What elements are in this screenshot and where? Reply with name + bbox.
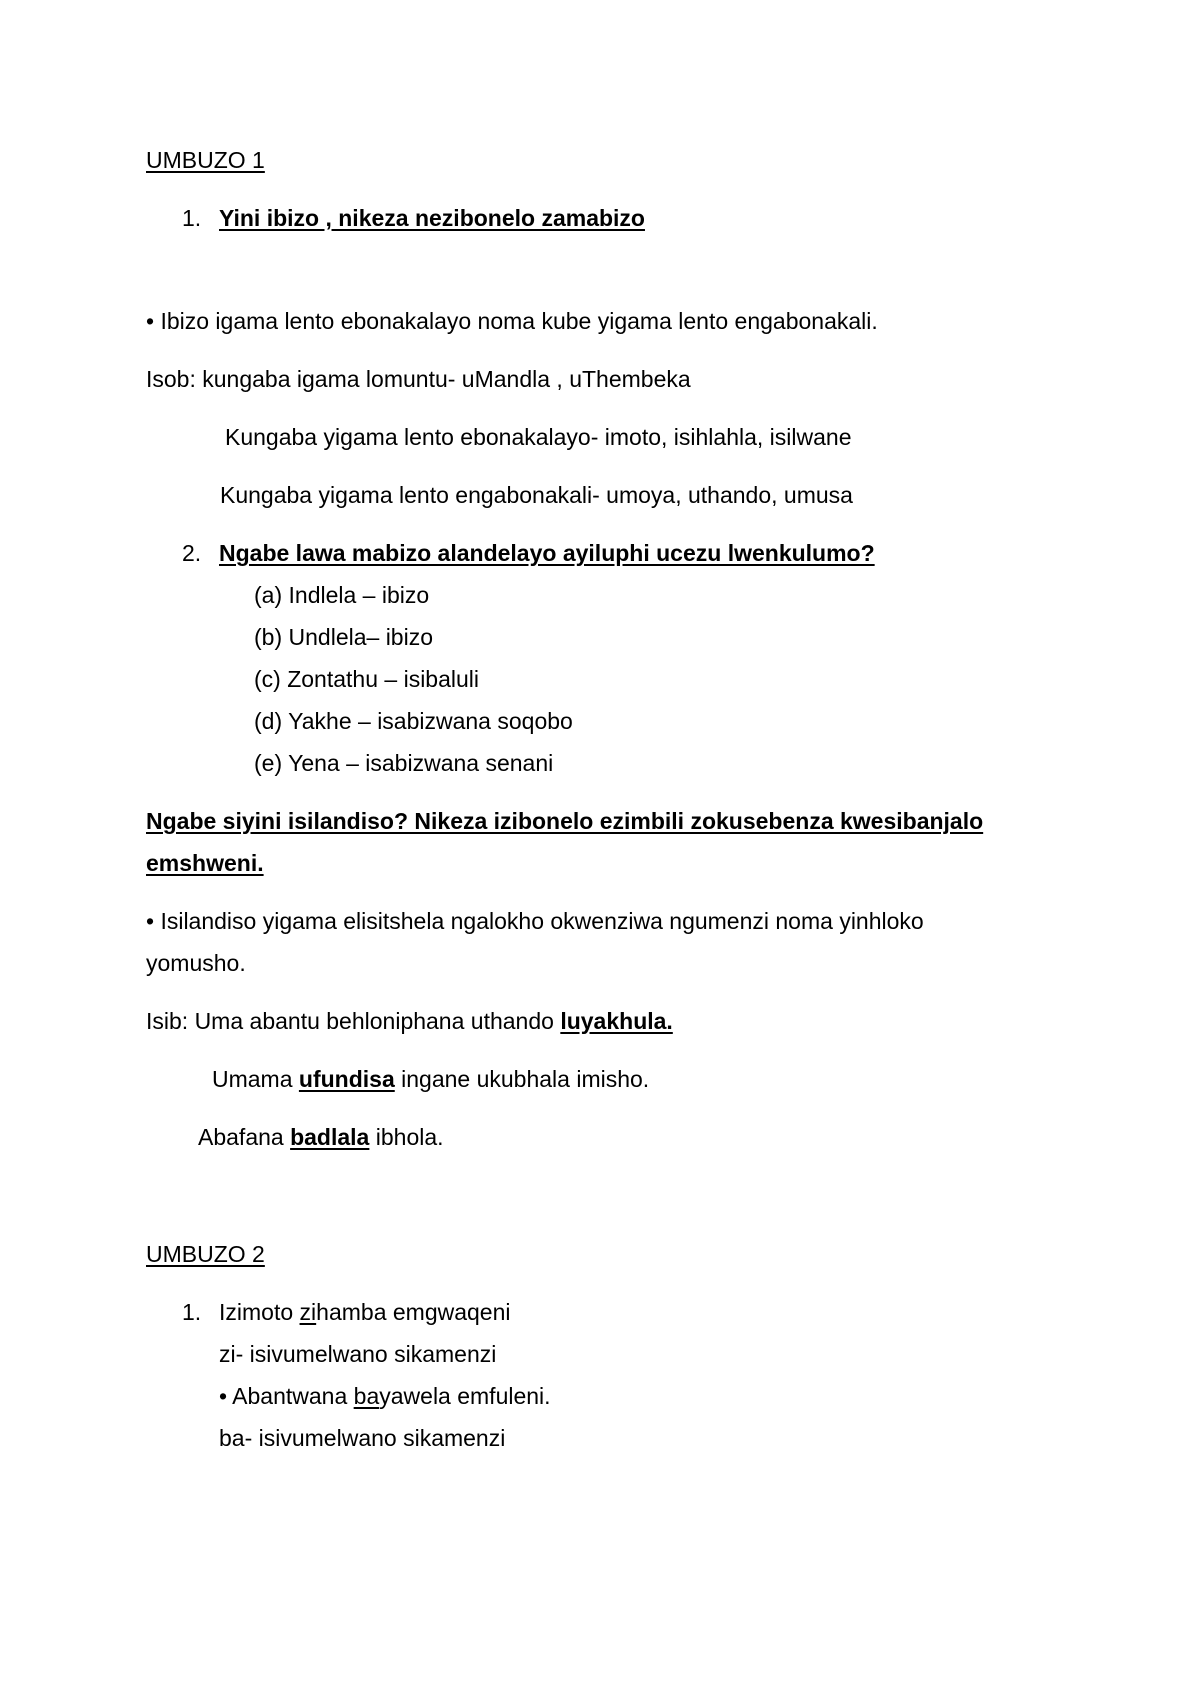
sentence-text: • Abantwana bbox=[219, 1383, 354, 1409]
q2-sentence-1-note: zi- isivumelwano sikamenzi bbox=[219, 1341, 497, 1367]
example-text: Abafana bbox=[198, 1124, 291, 1150]
q1-item2-number: 2. bbox=[182, 540, 202, 566]
sentence-text: hamba emgwaqeni bbox=[316, 1299, 511, 1325]
sentence-text: yawela emfuleni. bbox=[379, 1383, 551, 1409]
answer-item bbox=[254, 581, 429, 609]
adverb-example-1 bbox=[146, 1007, 673, 1035]
noun-example-invisible: Kungaba yigama lento engabonakali- umoya, uthando, umusa bbox=[220, 482, 853, 508]
answer-label: (b) bbox=[254, 624, 283, 650]
noun-example-person: Isob: kungaba igama lomuntu- uMandla , uThembeka bbox=[146, 366, 691, 392]
answer-label: (a) bbox=[254, 582, 283, 608]
example-keyword: luyakhula. bbox=[560, 1008, 673, 1034]
answer-text: Zontathu – isibaluli bbox=[287, 666, 480, 692]
answer-item bbox=[254, 749, 553, 777]
answer-text: Undlela– ibizo bbox=[288, 624, 433, 650]
q2-item1-number: 1. bbox=[182, 1299, 202, 1325]
adverb-example-3 bbox=[198, 1123, 444, 1151]
example-keyword: badlala bbox=[290, 1124, 370, 1150]
q2-sentence-2-note: ba- isivumelwano sikamenzi bbox=[219, 1425, 506, 1451]
example-text: ibhola. bbox=[369, 1124, 444, 1150]
adverb-definition-line2: yomusho. bbox=[146, 950, 246, 976]
q2-sentence-1 bbox=[219, 1298, 511, 1326]
adverb-question-line1: Ngabe siyini isilandiso? Nikeza izibonelo ezimbili zokusebenza kwesibanjalo bbox=[146, 808, 984, 834]
q1-item1 bbox=[182, 204, 201, 232]
answer-text: Indlela – ibizo bbox=[288, 582, 430, 608]
q1-item1-number: 1. bbox=[182, 205, 202, 231]
q1-item1-question: Yini ibizo , nikeza nezibonelo zamabizo bbox=[219, 205, 645, 231]
answer-text: Yena – isabizwana senani bbox=[288, 750, 554, 776]
example-text: Umama bbox=[212, 1066, 299, 1092]
sentence-text: Izimoto bbox=[219, 1299, 300, 1325]
adverb-definition-line1: • Isilandiso yigama elisitshela ngalokho okwenziwa ngumenzi noma yinhloko bbox=[146, 908, 924, 934]
adverb-example-2 bbox=[212, 1065, 649, 1093]
q2-heading: UMBUZO 2 bbox=[146, 1241, 265, 1267]
noun-definition: • Ibizo igama lento ebonakalayo noma kube yigama lento engabonakali. bbox=[146, 308, 878, 334]
concord-prefix: ba bbox=[353, 1383, 380, 1409]
answer-item bbox=[254, 707, 573, 735]
example-text: ingane ukubhala imisho. bbox=[394, 1066, 650, 1092]
answer-label: (d) bbox=[254, 708, 283, 734]
q2-sentence-2 bbox=[219, 1382, 551, 1410]
answer-label: (e) bbox=[254, 750, 283, 776]
answer-text: Yakhe – isabizwana soqobo bbox=[288, 708, 573, 734]
example-keyword: ufundisa bbox=[298, 1066, 395, 1092]
adverb-question-line2: emshweni. bbox=[146, 850, 264, 876]
answer-item bbox=[254, 623, 433, 651]
q1-heading: UMBUZO 1 bbox=[146, 147, 265, 173]
noun-example-visible: Kungaba yigama lento ebonakalayo- imoto, isihlahla, isilwane bbox=[225, 424, 852, 450]
answer-label: (c) bbox=[254, 666, 281, 692]
q1-item2-question: Ngabe lawa mabizo alandelayo ayiluphi ucezu lwenkulumo? bbox=[219, 540, 875, 566]
answer-item bbox=[254, 665, 479, 693]
example-text: Isib: Uma abantu behloniphana uthando bbox=[146, 1008, 561, 1034]
concord-prefix: zi bbox=[299, 1299, 317, 1325]
